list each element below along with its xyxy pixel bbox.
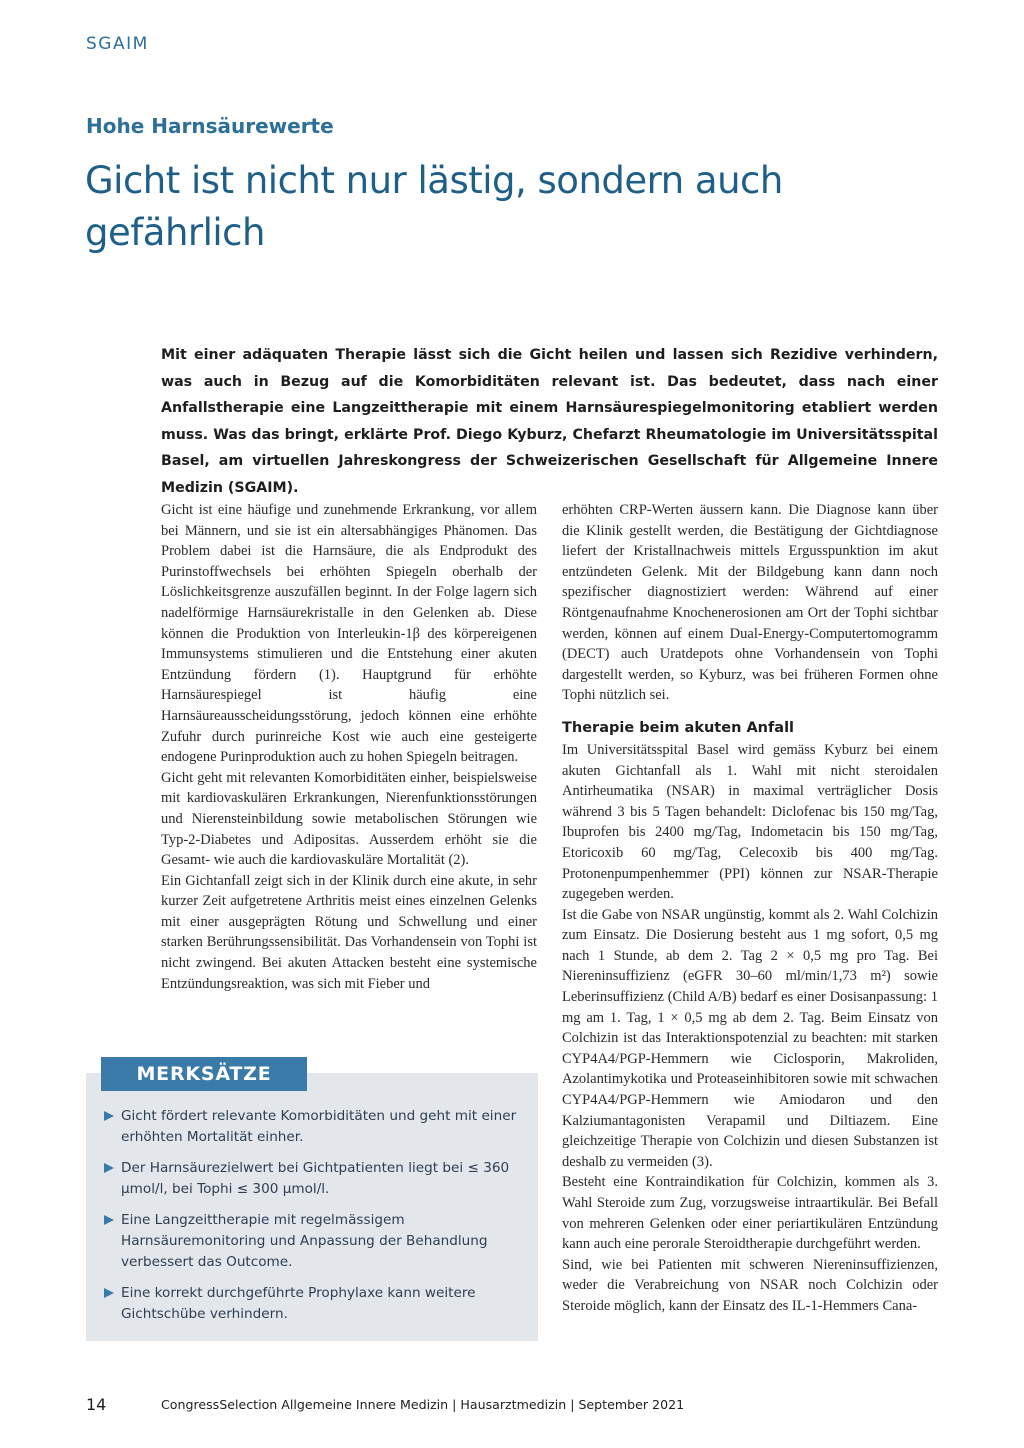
- list-item: [104, 1283, 524, 1325]
- article-title: Gicht ist nicht nur lästig, sondern auch gefährlich: [85, 159, 783, 254]
- body-paragraph: Ist die Gabe von NSAR ungünstig, kommt als 2. Wahl Colchizin zum Einsatz. Die Dosierung besteht aus 1 mg sofort, 0,5 mg nach 1 Stunde, ab dem 2. Tag 2 × 0,5 mg pro Tag. Bei Niereninsuffizienz (eGFR 30–60 ml/min/1,73 m²) sowie Leberinsuffizienz (Child A/B) bedarf es einer Dosisanpassung: 1 mg am 1. Tag, 1 × 0,5 mg ab dem 2. Tag. Beim Einsatz von Colchizin ist das Interaktionspotenzial zu beachten: mit starken CYP4A4/PGP-Hemmern wie Ciclosporin, Makroliden, Azolantimykotika und Proteaseinhibitoren sowie mit schwachen CYP4A4/PGP-Hemmern wie Amiodaron und den Kalziumantagonisten Verapamil und Diltiazem. Eine gleichzeitige Therapie von Colchizin und diesen Substanzen ist deshalb zu vermeiden (3).: [562, 906, 938, 1170]
- list-item-text: Eine Langzeittherapie mit regelmässigem Harnsäuremonitoring und Anpassung der Behandlung verbessert das Outcome.: [121, 1212, 488, 1270]
- triangle-bullet-icon: [104, 1288, 114, 1298]
- merksaetze-list: [104, 1106, 524, 1335]
- list-item-text: Gicht fördert relevante Komorbiditäten und geht mit einer erhöhten Mortalität einher.: [121, 1108, 517, 1145]
- merksaetze-title: MERKSÄTZE: [101, 1057, 307, 1091]
- list-item: [104, 1210, 524, 1273]
- right-column: [562, 500, 938, 1317]
- list-item: [104, 1106, 524, 1148]
- body-paragraph: Gicht geht mit relevanten Komorbiditäten einher, beispielsweise mit kardiovaskulären Erkrankungen, Nierenfunktionsstörungen und Nierensteinbildung sowie metabolischen Störungen wie Typ-2-Diabetes und Adipositas. Ausserdem erhöht sie die Gesamt- wie auch die kardiovaskuläre Mortalität (2).: [161, 769, 537, 869]
- list-item-text: Der Harnsäurezielwert bei Gichtpatienten liegt bei ≤ 360 µmol/l, bei Tophi ≤ 300 µmol/l.: [121, 1160, 510, 1197]
- list-item: [104, 1158, 524, 1200]
- body-paragraph: erhöhten CRP-Werten äussern kann. Die Diagnose kann über die Klinik gestellt werden, die Bestätigung der Gichtdiagnose liefert der Kristallnachweis mittels Ergusspunktion im akut entzündeten Gelenk. Mit der Bildgebung kann dann noch spezifischer diagnostiziert werden: Während auf einer Röntgenaufnahme Knochenerosionen am Ort der Tophi sichtbar werden, können auf einem Dual-Energy-Computertomogramm (DECT) auch Uratdepots ohne Vorhandensein von Tophi dargestellt werden, so Kyburz, was bei früheren Formen ohne Tophi nützlich sei.: [562, 502, 938, 704]
- page-number: 14: [86, 1395, 107, 1414]
- section-tag: SGAIM: [86, 34, 149, 54]
- article-kicker: Hohe Harnsäurewerte: [86, 114, 334, 138]
- list-item-text: Eine korrekt durchgeführte Prophylaxe kann weitere Gichtschübe verhindern.: [121, 1285, 476, 1322]
- body-paragraph: Besteht eine Kontraindikation für Colchizin, kommen als 3. Wahl Steroide zum Zug, vorzugsweise intraartikulär. Bei Befall von mehreren Gelenken oder einer periartikulären Entzündung kann auch eine perorale Steroidtherapie durchgeführt werden.: [562, 1174, 938, 1253]
- body-paragraph: Sind, wie bei Patienten mit schweren Niereninsuffizienzen, weder die Verabreichung von NSAR noch Colchizin oder Steroide möglich, kann der Einsatz des IL-1-Hemmers Cana-: [562, 1256, 938, 1314]
- body-paragraph: Ein Gichtanfall zeigt sich in der Klinik durch eine akute, in sehr kurzer Zeit aufgetretene Arthritis meist eines einzelnen Gelenks mit einer ausgeprägten Rötung und Schwellung und einer starken Berührungssensibilität. Das Vorhandensein von Tophi ist nicht zwingend. Bei akuten Attacken besteht eine systemische Entzündungsreaktion, was sich mit Fieber und: [161, 872, 537, 992]
- publication-footer: CongressSelection Allgemeine Innere Medizin | Hausarztmedizin | September 2021: [161, 1397, 685, 1412]
- body-paragraph: Gicht ist eine häufige und zunehmende Erkrankung, vor allem bei Männern, und sie ist ein altersabhängiges Phänomen. Das Problem dabei ist die Harnsäure, die als Endprodukt des Purinstoffwechsels bei erhöhten Spiegeln oberhalb der Löslichkeitsgrenze auszufällen beginnt. In der Folge lagern sich nadelförmige Harnsäurekristalle in den Gelenken ab. Diese können die Produktion von Interleukin-1β des körpereigenen Immunsystems stimulieren und die Entstehung einer akuten Entzündung fördern (1). Hauptgrund für erhöhte Harnsäurespiegel ist häufig eine Harnsäureausscheidungsstörung, jedoch können eine erhöhte Zufuhr durch purinreiche Kost wie auch eine gesteigerte endogene Purinproduktion auch zu hohen Spiegeln beitragen.: [161, 502, 537, 766]
- triangle-bullet-icon: [104, 1111, 114, 1121]
- article-lead: Mit einer adäquaten Therapie lässt sich die Gicht heilen und lassen sich Rezidive verhindern, was auch in Bezug auf die Komorbiditäten relevant ist. Das bedeutet, dass nach einer Anfallstherapie eine Langzeittherapie mit einem Harnsäurespiegelmonitoring etabliert werden muss. Was das bringt, erklärte Prof. Diego Kyburz, Chefarzt Rheumatologie im Universitätsspital Basel, am virtuellen Jahreskongress der Schweizerischen Gesellschaft für Allgemeine Innere Medizin (SGAIM).: [161, 347, 938, 496]
- left-column: [161, 500, 537, 994]
- triangle-bullet-icon: [104, 1163, 114, 1173]
- body-paragraph: Im Universitätsspital Basel wird gemäss Kyburz bei einem akuten Gichtanfall als 1. Wahl mit nicht steroidalen Antirheumatika (NSAR) in maximal verträglicher Dosis während 3 bis 5 Tagen behandelt: Diclofenac bis 150 mg/Tag, Ibuprofen bis 2400 mg/Tag, Indometacin bis 150 mg/Tag, Etoricoxib 60 mg/Tag, Celecoxib bis 400 mg/Tag. Protonenpumpenhemmer (PPI) können zur NSAR-Therapie zugegeben werden.: [562, 741, 938, 903]
- triangle-bullet-icon: [104, 1215, 114, 1225]
- section-heading: Therapie beim akuten Anfall: [562, 719, 795, 736]
